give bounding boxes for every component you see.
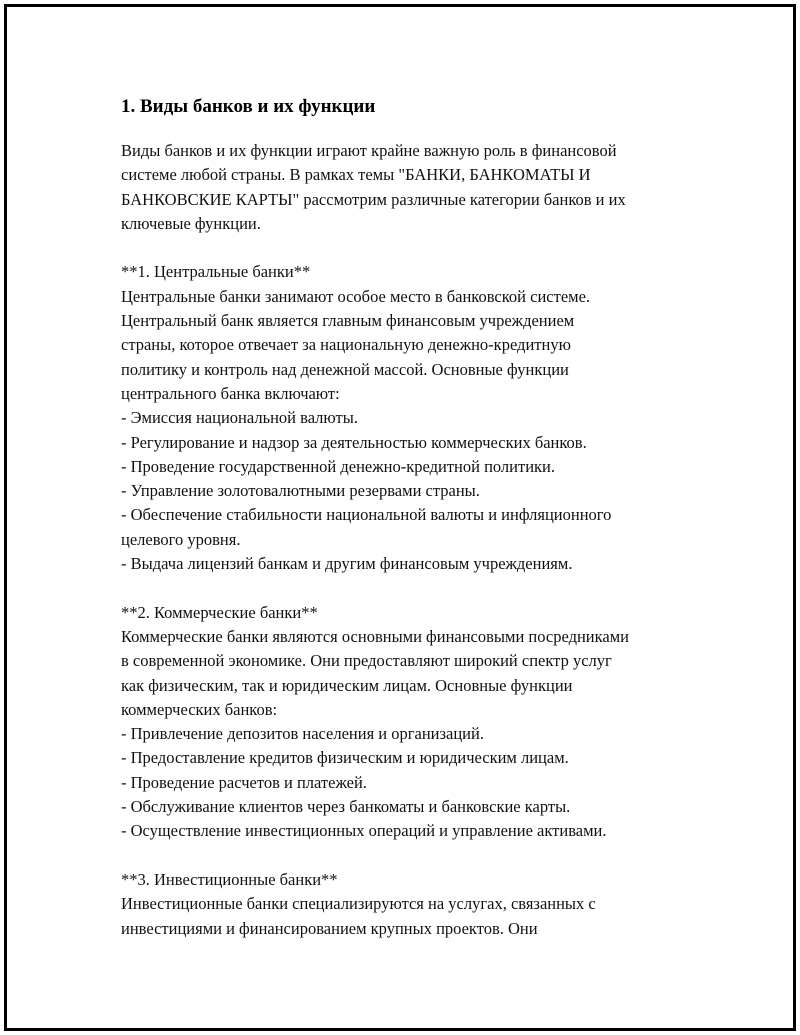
text-line: - Регулирование и надзор за деятельностью коммерческих банков.	[121, 432, 587, 452]
text-line: ключевые функции.	[121, 213, 261, 233]
text-line: в современной экономике. Они предоставляют широкий спектр услуг	[121, 651, 612, 671]
text-line: БАНКОВСКИЕ КАРТЫ" рассмотрим различные категории банков и их	[121, 189, 626, 209]
text-line: политику и контроль над денежной массой. Основные функции	[121, 359, 569, 379]
text-line: - Предоставление кредитов физическим и юридическим лицам.	[121, 748, 569, 768]
text-line: целевого уровня.	[121, 529, 241, 549]
section-investment-banks	[121, 868, 711, 941]
section-central-banks	[121, 260, 711, 576]
text-line: инвестициями и финансированием крупных проектов. Они	[121, 918, 538, 938]
text-line: **2. Коммерческие банки**	[121, 602, 318, 622]
text-line: - Обслуживание клиентов через банкоматы и банковские карты.	[121, 797, 571, 817]
text-line: - Проведение государственной денежно-кредитной политики.	[121, 456, 556, 476]
text-line: - Управление золотовалютными резервами страны.	[121, 481, 480, 501]
text-line: - Эмиссия национальной валюты.	[121, 408, 358, 428]
page-frame	[4, 4, 796, 1031]
text-line: - Привлечение депозитов населения и организаций.	[121, 724, 484, 744]
text-line: системе любой страны. В рамках темы "БАНКИ, БАНКОМАТЫ И	[121, 165, 591, 185]
section-commercial-banks	[121, 601, 711, 844]
text-line: - Проведение расчетов и платежей.	[121, 772, 367, 792]
text-line: Центральные банки занимают особое место в банковской системе.	[121, 286, 591, 306]
text-line: как физическим, так и юридическим лицам. Основные функции	[121, 675, 573, 695]
text-line: Виды банков и их функции играют крайне важную роль в финансовой	[121, 141, 617, 160]
text-line: - Выдача лицензий банкам и другим финансовым учреждениям.	[121, 554, 573, 574]
text-line: центрального банка включают:	[121, 383, 340, 403]
text-line: - Обеспечение стабильности национальной валюты и инфляционного	[121, 505, 612, 525]
text-line: **3. Инвестиционные банки**	[121, 869, 338, 889]
text-line: коммерческих банков:	[121, 699, 278, 719]
document-body	[121, 95, 711, 941]
document-heading: 1. Виды банков и их функции	[121, 96, 376, 117]
text-line: страны, которое отвечает за национальную денежно-кредитную	[121, 335, 571, 355]
text-line: Инвестиционные банки специализируются на услугах, связанных с	[121, 894, 596, 914]
text-line: Центральный банк является главным финансовым учреждением	[121, 311, 575, 331]
text-line: **1. Центральные банки**	[121, 262, 311, 282]
text-line: - Осуществление инвестиционных операций и управление активами.	[121, 821, 607, 841]
intro-paragraph	[121, 139, 711, 236]
text-line: Коммерческие банки являются основными финансовыми посредниками	[121, 626, 629, 646]
